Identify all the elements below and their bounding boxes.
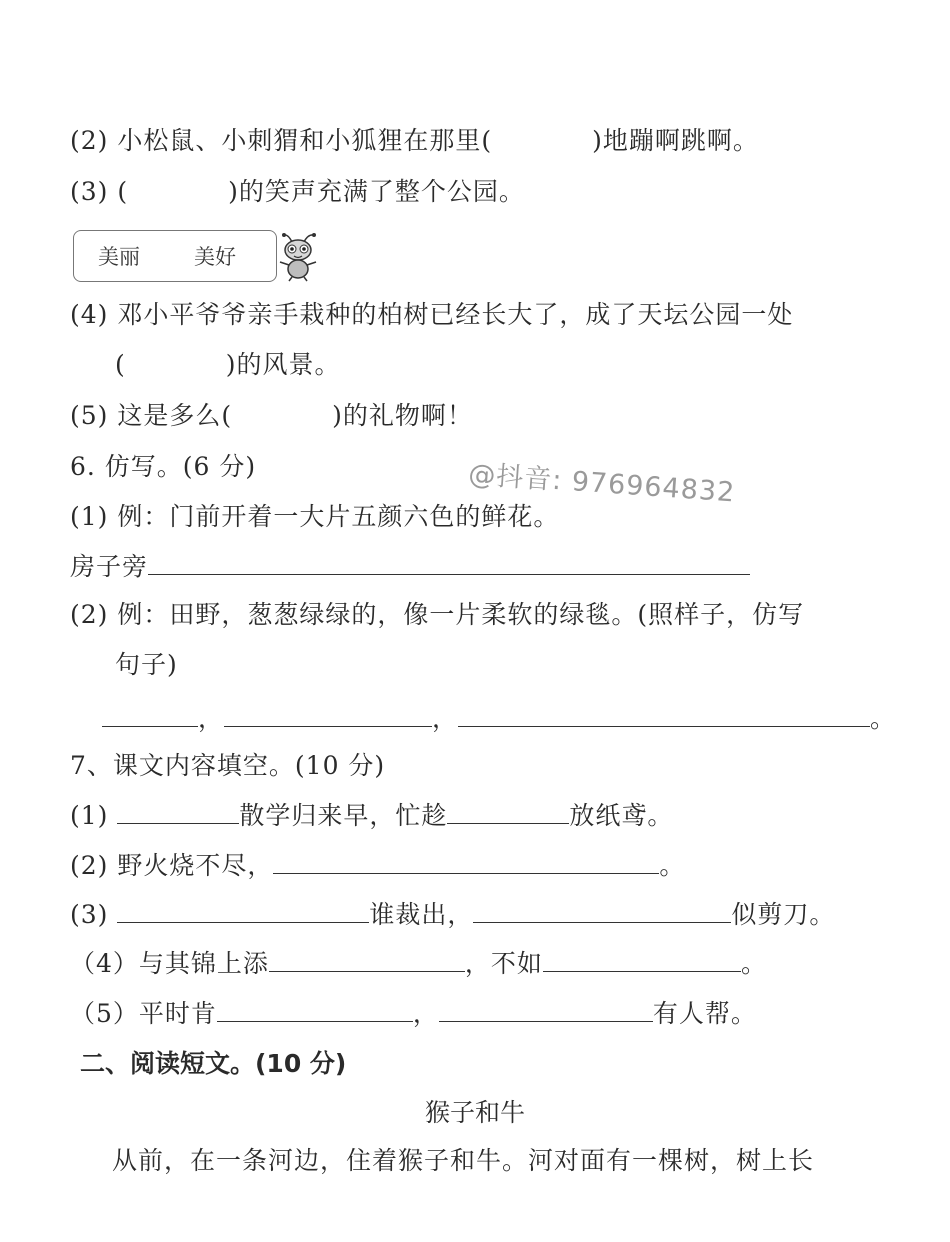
section-2-heading: 二、阅读短文。(10 分)	[80, 1049, 347, 1078]
q7-item-5-blank-2[interactable]	[439, 999, 653, 1022]
word-choice-2: 美好	[194, 245, 236, 269]
q5-item-4-line-1: (4) 邓小平爷爷亲手栽种的柏树已经长大了，成了天坛公园一处	[70, 300, 794, 329]
q6-comma-1: ，	[198, 704, 225, 733]
q7-item-1-end: 放纸鸢。	[569, 801, 674, 830]
q7-item-3-end: 似剪刀。	[731, 900, 836, 929]
q6-item-2-blank-3[interactable]	[458, 704, 870, 727]
q7-item-1-label: (1)	[70, 801, 109, 830]
q7-heading: 7、课文内容填空。(10 分)	[70, 751, 386, 780]
q7-item-3	[70, 898, 835, 932]
q7-item-5-blank-1[interactable]	[217, 999, 413, 1022]
q7-item-1-blank-1[interactable]	[117, 801, 239, 824]
q5-item-5-text-after: )的礼物啊！	[332, 401, 473, 430]
ant-mascot-icon	[276, 232, 322, 282]
q7-item-3-blank-1[interactable]	[117, 900, 369, 923]
story-title: 猴子和牛	[424, 1098, 525, 1127]
q5-item-2-text-before: (2) 小松鼠、小刺猬和小狐狸在那里(	[70, 126, 493, 155]
q5-item-5	[70, 399, 473, 433]
q5-item-3	[70, 175, 525, 209]
q7-item-3-blank-2[interactable]	[473, 900, 731, 923]
q6-item-1-prefix: 房子旁	[70, 552, 149, 581]
q7-item-2-end: 。	[659, 851, 686, 880]
q7-item-1-mid: 散学归来早，忙趁	[239, 801, 448, 830]
q7-item-4-blank-1[interactable]	[269, 949, 465, 972]
word-choice-1: 美丽	[98, 245, 140, 269]
q5-item-5-text-before: (5) 这是多么(	[70, 401, 233, 430]
q6-item-2-blank-2[interactable]	[224, 704, 432, 727]
q5-item-4-text-before: (	[115, 350, 126, 379]
q7-item-4-before: （4）与其锦上添	[70, 949, 269, 978]
q7-item-2	[70, 849, 685, 883]
q5-item-4-line-2	[115, 348, 341, 382]
q7-item-4	[70, 947, 767, 981]
q6-period: 。	[870, 704, 897, 733]
story-paragraph-line-1: 从前，在一条河边，住着猴子和牛。河对面有一棵树，树上长	[112, 1146, 815, 1175]
q6-heading: 6. 仿写。(6 分)	[70, 452, 257, 481]
q7-item-4-end: 。	[740, 949, 767, 978]
q7-item-5-before: （5）平时肯	[70, 999, 217, 1028]
q6-item-1-example: (1) 例：门前开着一大片五颜六色的鲜花。	[70, 502, 560, 531]
q5-item-2	[70, 124, 759, 158]
q7-item-5-end: 有人帮。	[652, 999, 757, 1028]
q7-item-4-blank-2[interactable]	[543, 949, 741, 972]
q6-item-1-answer	[70, 550, 750, 584]
q6-comma-2: ，	[432, 704, 459, 733]
q5-item-3-text-before: (3) (	[70, 177, 129, 206]
q5-item-2-text-after: )地蹦啊跳啊。	[592, 126, 759, 155]
q7-item-1	[70, 799, 673, 833]
watermark: @抖音: 976964832	[467, 458, 737, 509]
q7-item-3-label: (3)	[70, 900, 109, 929]
q7-item-5-mid: ，	[412, 999, 439, 1028]
q7-item-5	[70, 997, 757, 1031]
word-choice-box	[73, 230, 277, 282]
q5-item-4-text-after: )的风景。	[225, 350, 341, 379]
q7-item-4-mid: ，不如	[464, 949, 543, 978]
q6-item-2-answer	[102, 702, 896, 736]
q5-item-3-text-after: )的笑声充满了整个公园。	[228, 177, 525, 206]
q6-item-1-blank[interactable]	[148, 552, 750, 575]
q6-item-2-line-2: 句子)	[115, 650, 178, 679]
q7-item-1-blank-2[interactable]	[447, 801, 569, 824]
q6-item-2-blank-1[interactable]	[102, 704, 198, 727]
q7-item-2-blank[interactable]	[273, 851, 659, 874]
q7-item-2-before: (2) 野火烧不尽，	[70, 851, 274, 880]
q6-item-2-line-1: (2) 例：田野，葱葱绿绿的，像一片柔软的绿毯。(照样子，仿写	[70, 600, 805, 629]
q7-item-3-mid: 谁裁出，	[369, 900, 474, 929]
